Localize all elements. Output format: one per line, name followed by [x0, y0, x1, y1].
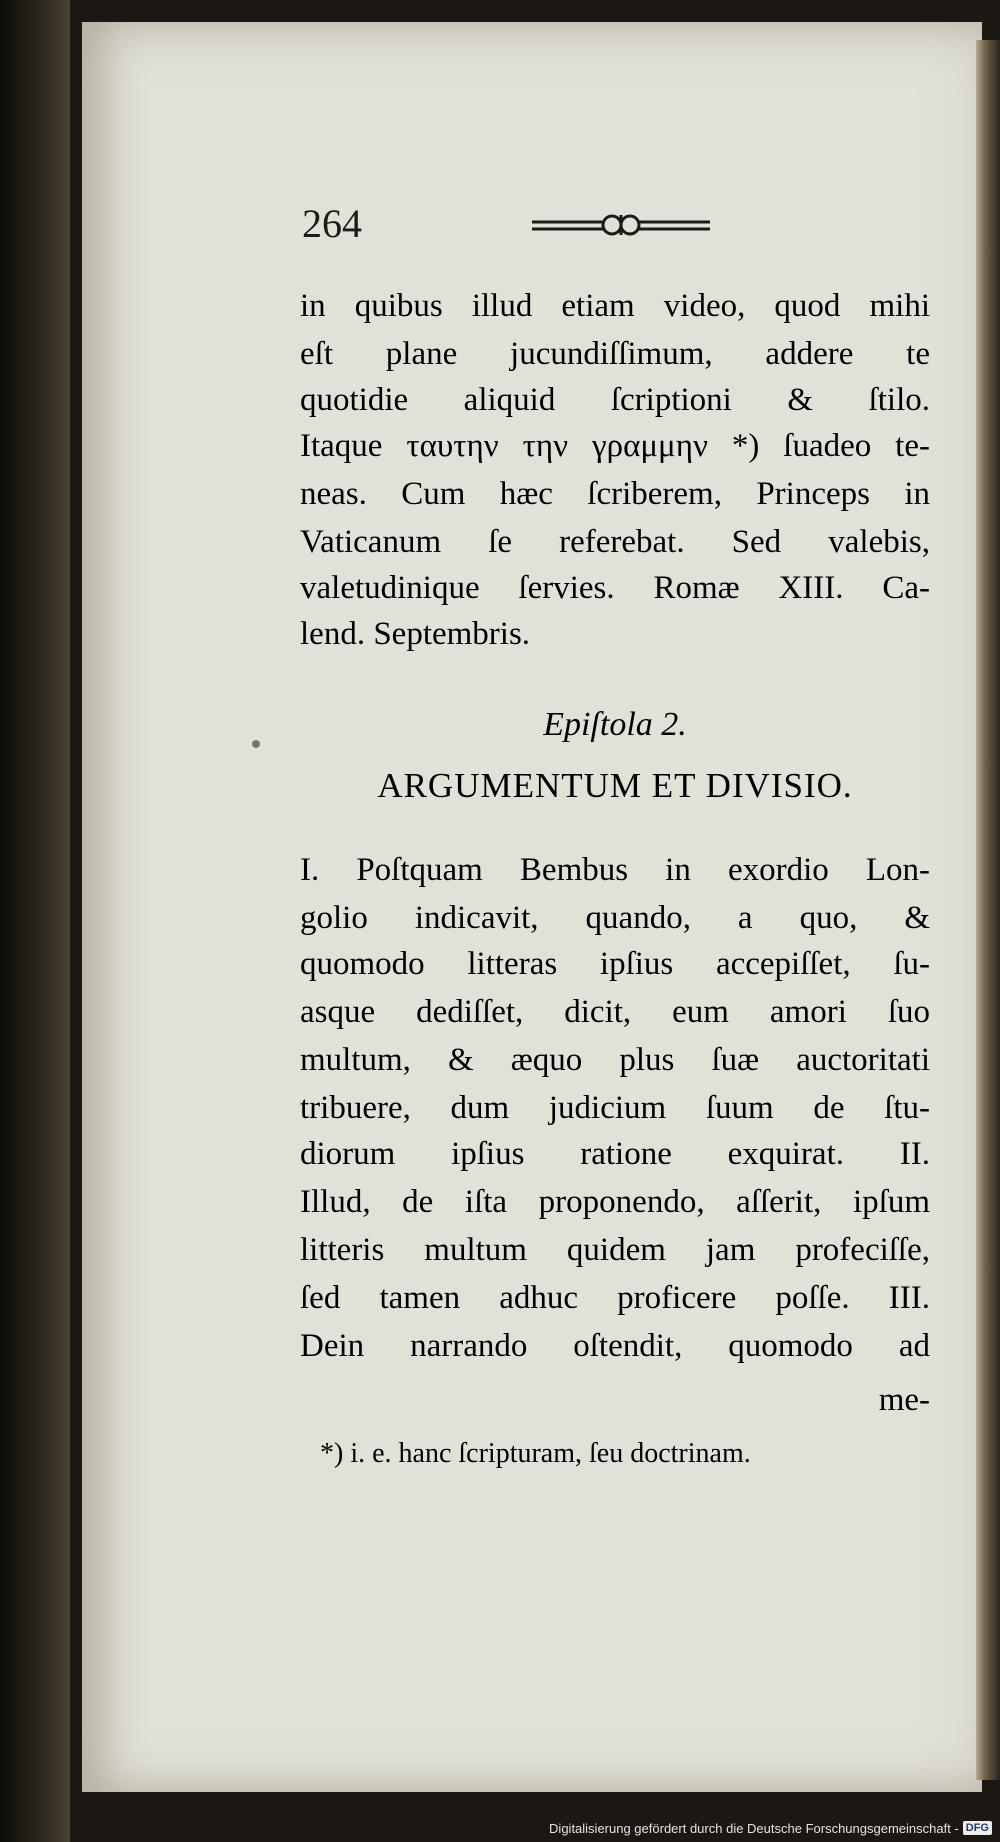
margin-dot — [252, 740, 260, 748]
text-line-4: Itaque ταυτην την γραμμην *) ſuadeo te- — [300, 428, 930, 464]
argument-line-1: I. Poſtquam Bembus in exordio Lon- — [300, 852, 930, 888]
argument-line-9: litteris multum quidem jam profeciſſe, — [300, 1232, 930, 1268]
argument-line-6: tribuere, dum judicium ſuum de ſtu- — [300, 1090, 930, 1126]
argument-line-3: quomodo litteras ipſius accepiſſet, ſu- — [300, 946, 930, 982]
page-number: 264 — [302, 201, 362, 246]
book-spine-shadow — [0, 0, 70, 1842]
page-edge — [976, 40, 1000, 1780]
credit-text: Digitalisierung gefördert durch die Deutsche Forschungsgemeinschaft - — [549, 1820, 959, 1836]
epistola-title: Epiſtola 2. — [543, 706, 687, 743]
catchword: me- — [878, 1382, 930, 1418]
argument-line-5: multum, & æquo plus ſuæ auctoritati — [300, 1042, 930, 1078]
argument-line-4: asque dediſſet, dicit, eum amori ſuo — [300, 994, 930, 1030]
text-line-7: valetudinique ſervies. Romæ XIII. Ca- — [300, 570, 930, 606]
text-line-8: lend. Septembris. — [300, 616, 531, 652]
argument-line-10: ſed tamen adhuc proficere poſſe. III. — [300, 1280, 930, 1316]
text-line-6: Vaticanum ſe referebat. Sed valebis, — [300, 524, 930, 560]
argument-line-8: Illud, de iſta proponendo, aſſerit, ipſum — [300, 1184, 930, 1220]
text-line-2: eſt plane jucundiſſimum, addere te — [300, 336, 930, 372]
digitization-credit — [549, 1816, 992, 1840]
section-heading: ARGUMENTUM ET DIVISIO. — [377, 766, 853, 805]
header-ornament-icon — [532, 212, 710, 240]
footnote: *) i. e. hanc ſcripturam, ſeu doctrinam. — [320, 1438, 751, 1469]
text-line-1: in quibus illud etiam video, quod mihi — [300, 288, 930, 324]
argument-line-11: Dein narrando oſtendit, quomodo ad — [300, 1328, 930, 1364]
text-line-5: neas. Cum hæc ſcriberem, Princeps in — [300, 476, 930, 512]
dfg-logo: DFG — [963, 1821, 992, 1835]
argument-line-2: golio indicavit, quando, a quo, & — [300, 900, 930, 936]
text-line-3: quotidie aliquid ſcriptioni & ſtilo. — [300, 382, 930, 418]
argument-line-7: diorum ipſius ratione exquirat. II. — [300, 1136, 930, 1172]
